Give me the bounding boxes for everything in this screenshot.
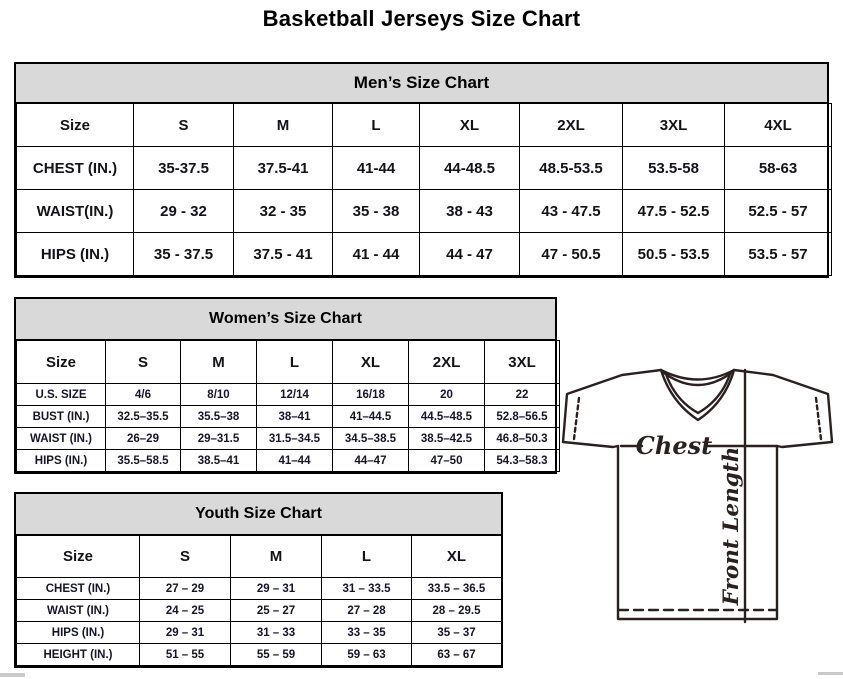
- value-cell: 8/10: [181, 384, 257, 406]
- value-cell: 54.3–58.3: [485, 450, 560, 472]
- col-header-cell: 4XL: [725, 104, 832, 147]
- chest-label: Chest: [635, 431, 713, 460]
- right-cuff-dashed-seam: [816, 398, 821, 439]
- col-header-cell: M: [234, 104, 333, 147]
- value-cell: 4/6: [106, 384, 181, 406]
- table-header-row: [17, 341, 560, 384]
- womens-section-title: Women’s Size Chart: [16, 299, 555, 340]
- row-label-cell: HIPS (IN.): [17, 622, 140, 644]
- value-cell: 24 – 25: [140, 600, 231, 622]
- col-header-cell: Size: [17, 104, 134, 147]
- mens-size-chart: [14, 62, 829, 278]
- col-header-cell: S: [134, 104, 234, 147]
- table-row: [17, 384, 560, 406]
- value-cell: 35.5–38: [181, 406, 257, 428]
- col-header-cell: 2XL: [409, 341, 485, 384]
- value-cell: 31.5–34.5: [257, 428, 333, 450]
- mens-size-table: [16, 103, 832, 276]
- col-header-cell: 3XL: [485, 341, 560, 384]
- row-label-cell: CHEST (IN.): [17, 147, 134, 190]
- value-cell: 29 – 31: [231, 578, 322, 600]
- value-cell: 50.5 - 53.5: [623, 233, 725, 276]
- value-cell: 26–29: [106, 428, 181, 450]
- col-header-cell: L: [333, 104, 420, 147]
- table-header-row: [17, 104, 832, 147]
- value-cell: 34.5–38.5: [333, 428, 409, 450]
- col-header-cell: Size: [17, 536, 140, 578]
- value-cell: 31 – 33.5: [322, 578, 412, 600]
- value-cell: 52.5 - 57: [725, 190, 832, 233]
- col-header-cell: 3XL: [623, 104, 725, 147]
- row-label-cell: CHEST (IN.): [17, 578, 140, 600]
- value-cell: 31 – 33: [231, 622, 322, 644]
- value-cell: 32.5–35.5: [106, 406, 181, 428]
- value-cell: 33.5 – 36.5: [412, 578, 502, 600]
- table-row: [17, 190, 832, 233]
- value-cell: 27 – 28: [322, 600, 412, 622]
- value-cell: 35-37.5: [134, 147, 234, 190]
- value-cell: 46.8–50.3: [485, 428, 560, 450]
- value-cell: 25 – 27: [231, 600, 322, 622]
- table-row: [17, 450, 560, 472]
- row-label-cell: HIPS (IN.): [17, 233, 134, 276]
- womens-size-table: [16, 340, 560, 472]
- value-cell: 22: [485, 384, 560, 406]
- value-cell: 35 - 37.5: [134, 233, 234, 276]
- value-cell: 44 - 47: [420, 233, 520, 276]
- value-cell: 35 - 38: [333, 190, 420, 233]
- col-header-cell: 2XL: [520, 104, 623, 147]
- value-cell: 47.5 - 52.5: [623, 190, 725, 233]
- value-cell: 32 - 35: [234, 190, 333, 233]
- value-cell: 48.5-53.5: [520, 147, 623, 190]
- left-cuff-dashed-seam: [574, 398, 579, 439]
- value-cell: 44–47: [333, 450, 409, 472]
- front-length-label: Front Length: [719, 446, 744, 606]
- value-cell: 38–41: [257, 406, 333, 428]
- womens-size-chart: [14, 297, 557, 474]
- value-cell: 29–31.5: [181, 428, 257, 450]
- col-header-cell: L: [322, 536, 412, 578]
- value-cell: 55 – 59: [231, 644, 322, 666]
- value-cell: 51 – 55: [140, 644, 231, 666]
- value-cell: 37.5 - 41: [234, 233, 333, 276]
- value-cell: 41–44.5: [333, 406, 409, 428]
- col-header-cell: XL: [420, 104, 520, 147]
- horizontal-scrollbar-fragment-right[interactable]: [818, 672, 843, 675]
- youth-section-title: Youth Size Chart: [16, 494, 501, 535]
- table-row: [17, 428, 560, 450]
- value-cell: 35.5–58.5: [106, 450, 181, 472]
- col-header-cell: S: [140, 536, 231, 578]
- value-cell: 41-44: [333, 147, 420, 190]
- value-cell: 53.5 - 57: [725, 233, 832, 276]
- youth-size-chart: [14, 492, 503, 668]
- mens-section-title: Men’s Size Chart: [16, 64, 827, 103]
- value-cell: 38.5–42.5: [409, 428, 485, 450]
- value-cell: 37.5-41: [234, 147, 333, 190]
- table-header-row: [17, 536, 502, 578]
- col-header-cell: L: [257, 341, 333, 384]
- value-cell: 29 - 32: [134, 190, 234, 233]
- table-row: [17, 233, 832, 276]
- value-cell: 44-48.5: [420, 147, 520, 190]
- value-cell: 38.5–41: [181, 450, 257, 472]
- col-header-cell: XL: [333, 341, 409, 384]
- value-cell: 53.5-58: [623, 147, 725, 190]
- row-label-cell: WAIST(IN.): [17, 190, 134, 233]
- value-cell: 38 - 43: [420, 190, 520, 233]
- table-row: [17, 622, 502, 644]
- value-cell: 44.5–48.5: [409, 406, 485, 428]
- youth-size-table: [16, 535, 502, 666]
- value-cell: 63 – 67: [412, 644, 502, 666]
- value-cell: 41 - 44: [333, 233, 420, 276]
- value-cell: 47–50: [409, 450, 485, 472]
- table-row: [17, 578, 502, 600]
- table-row: [17, 644, 502, 666]
- value-cell: 27 – 29: [140, 578, 231, 600]
- value-cell: 58-63: [725, 147, 832, 190]
- jersey-measurement-diagram: [554, 358, 843, 658]
- col-header-cell: Size: [17, 341, 106, 384]
- row-label-cell: HIPS (IN.): [17, 450, 106, 472]
- value-cell: 47 - 50.5: [520, 233, 623, 276]
- value-cell: 59 – 63: [322, 644, 412, 666]
- value-cell: 20: [409, 384, 485, 406]
- table-row: [17, 406, 560, 428]
- page-title: Basketball Jerseys Size Chart: [262, 6, 581, 31]
- value-cell: 16/18: [333, 384, 409, 406]
- row-label-cell: WAIST (IN.): [17, 600, 140, 622]
- col-header-cell: S: [106, 341, 181, 384]
- value-cell: 28 – 29.5: [412, 600, 502, 622]
- value-cell: 41–44: [257, 450, 333, 472]
- value-cell: 12/14: [257, 384, 333, 406]
- row-label-cell: BUST (IN.): [17, 406, 106, 428]
- horizontal-scrollbar-fragment-left[interactable]: [0, 673, 25, 677]
- value-cell: 33 – 35: [322, 622, 412, 644]
- value-cell: 35 – 37: [412, 622, 502, 644]
- row-label-cell: HEIGHT (IN.): [17, 644, 140, 666]
- col-header-cell: M: [181, 341, 257, 384]
- table-row: [17, 600, 502, 622]
- value-cell: 29 – 31: [140, 622, 231, 644]
- row-label-cell: U.S. SIZE: [17, 384, 106, 406]
- table-row: [17, 147, 832, 190]
- value-cell: 43 - 47.5: [520, 190, 623, 233]
- col-header-cell: XL: [412, 536, 502, 578]
- row-label-cell: WAIST (IN.): [17, 428, 106, 450]
- jersey-outline: [563, 370, 832, 619]
- col-header-cell: M: [231, 536, 322, 578]
- value-cell: 52.8–56.5: [485, 406, 560, 428]
